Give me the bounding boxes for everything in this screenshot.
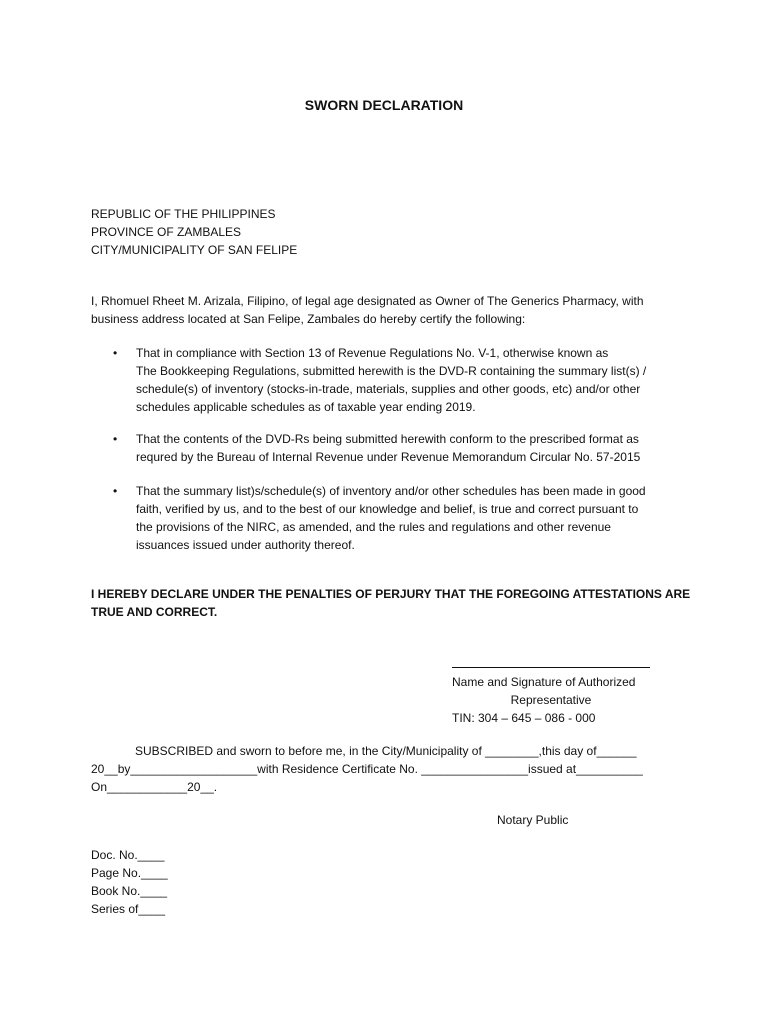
- signature-label-line-2: Representative: [510, 693, 592, 707]
- declaration-line-2: TRUE AND CORRECT.: [91, 605, 218, 619]
- signature-line: [452, 655, 650, 668]
- notarial-register-fields: [91, 846, 168, 918]
- item-line: requred by the Bureau of Internal Revenue under Revenue Memorandum Circular No. 57-2015: [136, 450, 641, 464]
- bullet-icon: •: [113, 432, 118, 446]
- item-line: That the contents of the DVD-Rs being submitted herewith conform to the prescribed format as: [136, 432, 639, 446]
- doc-no-field: Doc. No.____: [91, 848, 165, 862]
- item-line: That in compliance with Section 13 of Revenue Regulations No. V-1, otherwise known as: [136, 346, 609, 360]
- tin-number: TIN: 304 – 645 – 086 - 000: [452, 711, 596, 725]
- header-line-republic: REPUBLIC OF THE PHILIPPINES: [91, 207, 276, 221]
- item-line: The Bookkeeping Regulations, submitted herewith is the DVD-R containing the summary list(s) /: [136, 364, 647, 378]
- jurat-line-1: SUBSCRIBED and sworn to before me, in the City/Municipality of ________,this day of______: [135, 744, 637, 758]
- signature-block: [452, 655, 662, 727]
- document-title: SWORN DECLARATION: [304, 97, 464, 113]
- item-line: schedule(s) of inventory (stocks-in-trade, materials, supplies and other goods, etc) and/or other: [136, 382, 641, 396]
- item-line: schedules applicable schedules as of taxable year ending 2019.: [136, 400, 476, 414]
- intro-line-2: business address located at San Felipe, Zambales do hereby certify the following:: [91, 312, 526, 326]
- header-line-municipality: CITY/MUNICIPALITY OF SAN FELIPE: [91, 243, 298, 257]
- perjury-declaration: [91, 585, 691, 621]
- item-line: faith, verified by us, and to the best of our knowledge and belief, is true and correct pursuant to: [136, 502, 639, 516]
- item-line: the provisions of the NIRC, as amended, and the rules and regulations and other revenue: [136, 520, 611, 534]
- jurat-line-2: 20__by___________________with Residence Certificate No. ________________issued at__________: [91, 762, 643, 776]
- header-line-province: PROVINCE OF ZAMBALES: [91, 225, 242, 239]
- intro-paragraph: [91, 292, 681, 328]
- signature-label-line-1: Name and Signature of Authorized: [452, 675, 636, 689]
- bullet-icon: •: [113, 484, 118, 498]
- bullet-icon: •: [113, 346, 118, 360]
- jurat-paragraph: [91, 742, 671, 796]
- jurisdiction-header: [91, 205, 297, 259]
- intro-line-1: I, Rhomuel Rheet M. Arizala, Filipino, of legal age designated as Owner of The Generics Pharmacy, with: [91, 294, 644, 308]
- jurat-line-3: On____________20__.: [91, 780, 218, 794]
- notary-public-label: Notary Public: [497, 813, 569, 827]
- certification-item: [91, 344, 726, 416]
- book-no-field: Book No.____: [91, 884, 168, 898]
- page-no-field: Page No.____: [91, 866, 168, 880]
- declaration-line-1: I HEREBY DECLARE UNDER THE PENALTIES OF PERJURY THAT THE FOREGOING ATTESTATIONS ARE: [91, 587, 691, 601]
- series-field: Series of____: [91, 902, 166, 916]
- certification-item: [91, 430, 726, 466]
- item-line: That the summary list)s/schedule(s) of inventory and/or other schedules has been made in good: [136, 484, 646, 498]
- certification-item: [91, 482, 726, 554]
- item-line: issuances issued under authority thereof.: [136, 538, 355, 552]
